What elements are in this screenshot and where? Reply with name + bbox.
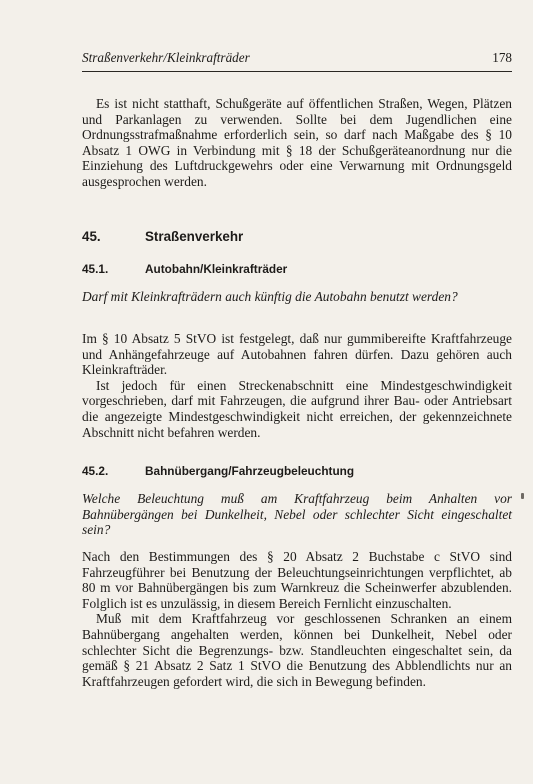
- answer-paragraph: Im § 10 Absatz 5 StVO ist festgelegt, daß nur gummibereifte Kraftfahrzeuge und Anhängefahrzeuge auf Autobahnen fahren dürfen. Dazu gehören auch Kleinkrafträder.: [82, 331, 512, 378]
- subsection-title: Autobahn/Kleinkrafträder: [145, 262, 288, 276]
- answer-block: [82, 549, 512, 689]
- section-number: 45.: [82, 229, 101, 244]
- answer-paragraph: Muß mit dem Kraftfahrzeug vor geschlossenen Schranken an einem Bahnübergang angehalten werden, können bei Dunkelheit, Nebel oder schlechter Sicht die Begrenzungs- bzw. Standleuchten eingeschaltet sein, da gemäß § 21 Absatz 2 Satz 1 StVO die Benutzung des Abblendlichts nur an Kraftfahrzeugen gefordert wird, die sich in Bewegung befinden.: [82, 611, 512, 689]
- intro-paragraph: Es ist nicht statthaft, Schußgeräte auf öffentlichen Straßen, Wegen, Plätzen und Parkanlagen zu verwenden. Sollte bei dem Jugendlichen eine Ordnungsstrafmaßnahme erforderlich sein, so darf nach Maßgabe des § 10 Absatz 1 OWG in Verbindung mit § 18 der Schußgeräteanordnung nur die Einziehung des Luftdruckgewehrs oder eine Verwarnung mit Ordnungsgeld ausgesprochen werden.: [82, 96, 512, 189]
- page-number: 178: [492, 50, 512, 65]
- question-text: Welche Beleuchtung muß am Kraftfahrzeug beim Anhalten vor Bahnübergängen bei Dunkelheit, Nebel oder schlechter Sicht eingeschaltet sein?: [82, 491, 512, 538]
- question-block: [82, 491, 512, 538]
- section-title: Straßenverkehr: [145, 229, 244, 244]
- intro-block: [82, 96, 512, 190]
- answer-paragraph: Ist jedoch für einen Streckenabschnitt eine Mindestgeschwindigkeit vorgeschrieben, darf mit Fahrzeugen, die aufgrund ihrer Bau- oder Antriebsart die angezeigte Mindestgeschwindigkeit nicht erreichen, der gekennzeichnete Abschnitt nicht befahren werden.: [82, 377, 512, 440]
- answer-block: [82, 331, 512, 440]
- subsection-number: 45.2.: [82, 464, 109, 478]
- margin-mark: [521, 493, 524, 499]
- answer-paragraph: Nach den Bestimmungen des § 20 Absatz 2 Buchstabe c StVO sind Fahrzeugführer bei Benutzung der Beleuchtungseinrichtungen verpflichtet, ab 80 m vor Bahnübergängen bis zum Warnkreuz die Scheinwerfer abzublenden. Folglich ist es unzulässig, in diesem Bereich Fernlicht einzuschalten.: [82, 549, 512, 611]
- running-title: Straßenverkehr/Kleinkrafträder: [82, 50, 250, 65]
- subsection-title: Bahnübergang/Fahrzeugbeleuchtung: [145, 464, 355, 478]
- header-rule: [82, 71, 512, 72]
- question-text: Darf mit Kleinkrafträdern auch künftig die Autobahn benutzt werden?: [82, 289, 458, 304]
- question-block: [82, 289, 512, 305]
- subsection-number: 45.1.: [82, 262, 109, 276]
